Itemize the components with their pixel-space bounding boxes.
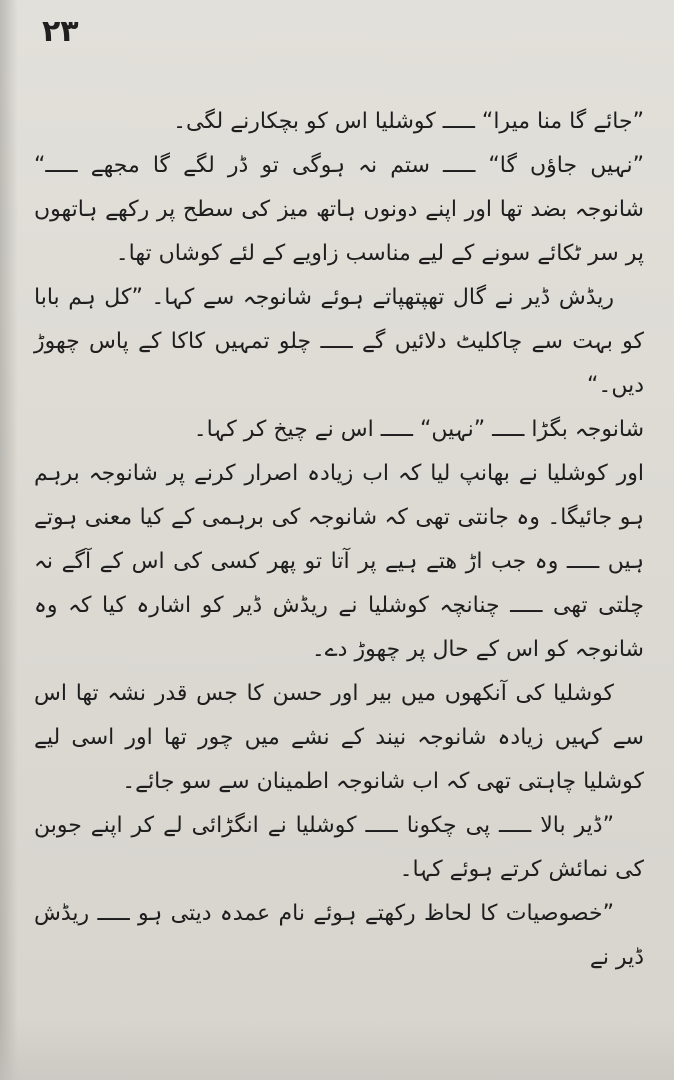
paragraph-3: ریڈش ڈیر نے گال تھپتھپاتے ہوئے شانوجہ سے کہا۔ ”کل ہم بابا کو بہت سے چاکلیٹ دلائیں گے ـــــ چلو تمہیں کاکا کے پاس چھوڑ دیں۔“ [34, 285, 644, 398]
body-text [34, 100, 644, 980]
paragraph-7: ”ڈیر بالا ـــــ پی چکونا ـــــ کوشلیا نے انگڑائی لے کر اپنے جوبن کی نمائش کرتے ہوئے کہا۔ [34, 813, 644, 882]
bottom-shade [0, 1020, 674, 1080]
paragraph-6: کوشلیا کی آنکھوں میں بیر اور حسن کا جس قدر نشہ تھا اس سے کہیں زیادہ شانوجہ نیند کے نشے میں چور تھا اور اسی لیے کوشلیا چاہتی تھی کہ اب شانوجہ اطمینان سے سو جائے۔ [34, 681, 644, 794]
paragraph-2: ”نہیں جاؤں گا“ ـــــ ستم نہ ہوگی تو ڈر لگے گا مجھے ـــــ“ شانوجہ بضد تھا اور اپنے دونوں ہاتھ میز کی سطح پر رکھے ہاتھوں پر سر ٹکائے سونے کے لیے مناسب زاویے کے لئے کوشاں تھا۔ [34, 153, 644, 266]
paragraph-1: ”جائے گا منا میرا“ ـــــ کوشلیا اس کو بچکارنے لگی۔ [173, 109, 644, 134]
paragraph-5: اور کوشلیا نے بھانپ لیا کہ اب زیادہ اصرار کرنے پر شانوجہ برہم ہو جائیگا۔ وہ جانتی تھی کہ شانوجہ کی برہمی کے کیا معنی ہوتے ہیں ـــــ وہ جب اڑ ھتے ہیے پر آتا تو پھر کسی کی اس کے آگے نہ چلتی تھی ـــــ چنانچہ کوشلیا نے ریڈش ڈیر کو اشارہ کیا کہ وہ شانوجہ کو اس کے حال پر چھوڑ دے۔ [34, 461, 644, 662]
paragraph-4: شانوجہ بگڑا ـــــ ”نہیں“ ـــــ اس نے چیخ کر کہا۔ [193, 417, 644, 442]
binding-shadow [0, 0, 18, 1080]
paragraph-8: ”خصوصیات کا لحاظ رکھتے ہوئے نام عمدہ دیتی ہو ـــــ ریڈش ڈیر نے [34, 901, 644, 970]
page-number: ۲۳ [42, 14, 79, 49]
